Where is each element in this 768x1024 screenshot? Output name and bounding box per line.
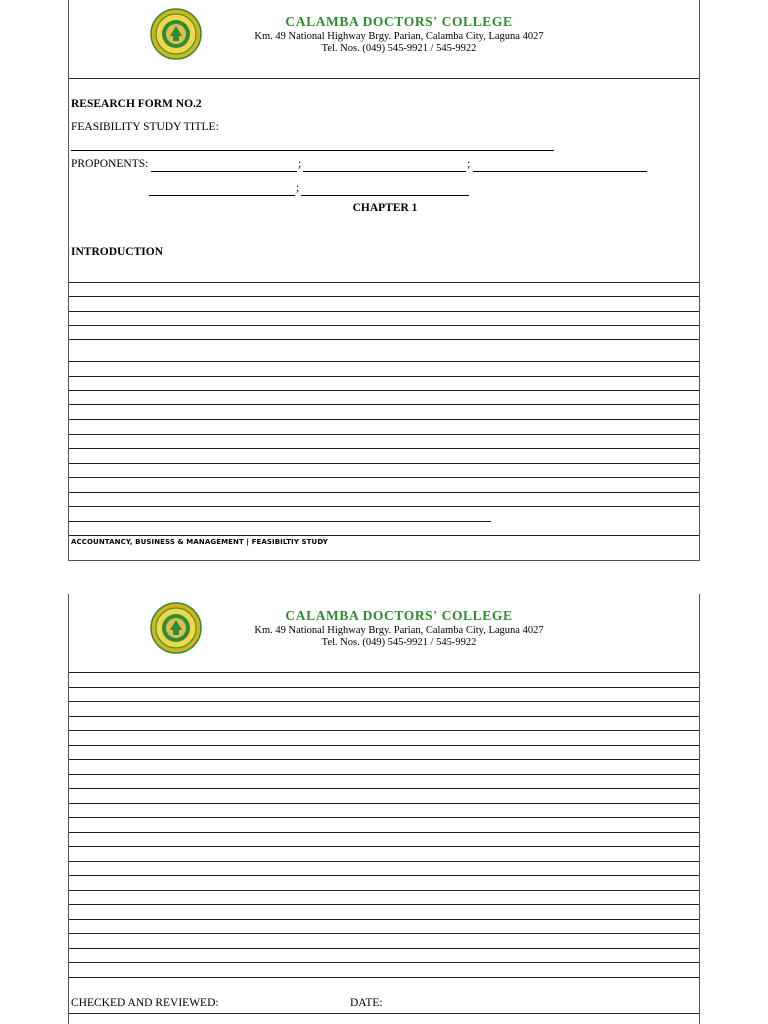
writing-line[interactable] xyxy=(69,962,699,963)
writing-line[interactable] xyxy=(69,948,699,949)
bottom-rule xyxy=(69,1013,699,1014)
chapter-heading: CHAPTER 1 xyxy=(352,202,418,214)
writing-line[interactable] xyxy=(69,506,699,507)
writing-line[interactable] xyxy=(69,535,699,536)
writing-line[interactable] xyxy=(69,890,699,891)
writing-line[interactable] xyxy=(69,861,699,862)
study-title-field[interactable] xyxy=(71,150,554,151)
writing-line[interactable] xyxy=(69,492,699,493)
writing-line[interactable] xyxy=(69,339,699,340)
writing-line[interactable] xyxy=(69,788,699,789)
writing-line[interactable] xyxy=(69,716,699,717)
writing-line[interactable] xyxy=(69,463,699,464)
proponent-2-field[interactable] xyxy=(303,171,466,172)
form-number: RESEARCH FORM NO.2 xyxy=(71,98,202,110)
writing-line[interactable] xyxy=(69,282,699,283)
proponents-label: PROPONENTS: xyxy=(71,158,149,170)
separator: ; xyxy=(296,182,300,194)
writing-line[interactable] xyxy=(69,521,491,522)
writing-line[interactable] xyxy=(69,904,699,905)
college-address: Km. 49 National Highway Brgy. Parian, Calamba City, Laguna 4027 xyxy=(254,31,544,42)
college-name: CALAMBA DOCTORS' COLLEGE xyxy=(285,14,513,29)
page-footer: ACCOUNTANCY, BUSINESS & MANAGEMENT | FEASIBILTIY STUDY xyxy=(71,538,328,546)
writing-line[interactable] xyxy=(69,759,699,760)
writing-line[interactable] xyxy=(69,448,699,449)
proponent-1-field[interactable] xyxy=(151,171,297,172)
writing-line[interactable] xyxy=(69,687,699,688)
writing-line[interactable] xyxy=(69,730,699,731)
writing-line[interactable] xyxy=(69,434,699,435)
writing-line[interactable] xyxy=(69,745,699,746)
college-name: CALAMBA DOCTORS' COLLEGE xyxy=(285,608,513,623)
letterhead xyxy=(69,0,699,80)
form-page-1 xyxy=(68,0,700,561)
separator: ; xyxy=(467,158,471,170)
writing-line[interactable] xyxy=(69,774,699,775)
proponent-4-field[interactable] xyxy=(149,195,295,196)
writing-line[interactable] xyxy=(69,419,699,420)
proponent-3-field[interactable] xyxy=(473,171,647,172)
writing-line[interactable] xyxy=(69,875,699,876)
writing-line[interactable] xyxy=(69,846,699,847)
college-telephone: Tel. Nos. (049) 545-9921 / 545-9922 xyxy=(321,637,477,648)
writing-line[interactable] xyxy=(69,933,699,934)
separator: ; xyxy=(298,158,302,170)
writing-line[interactable] xyxy=(69,832,699,833)
writing-line[interactable] xyxy=(69,376,699,377)
writing-line[interactable] xyxy=(69,817,699,818)
college-seal-icon xyxy=(150,602,202,654)
college-address: Km. 49 National Highway Brgy. Parian, Calamba City, Laguna 4027 xyxy=(254,625,544,636)
writing-line[interactable] xyxy=(69,311,699,312)
college-seal-icon xyxy=(150,8,202,60)
proponent-5-field[interactable] xyxy=(301,195,469,196)
header-divider xyxy=(69,78,699,79)
writing-line[interactable] xyxy=(69,919,699,920)
date-label: DATE: xyxy=(350,997,383,1009)
form-page-2 xyxy=(68,594,700,1024)
letterhead xyxy=(69,594,699,674)
study-title-label: FEASIBILITY STUDY TITLE: xyxy=(71,121,219,133)
writing-line[interactable] xyxy=(69,325,699,326)
writing-line[interactable] xyxy=(69,803,699,804)
checked-reviewed-label: CHECKED AND REVIEWED: xyxy=(71,997,219,1009)
writing-line[interactable] xyxy=(69,701,699,702)
college-telephone: Tel. Nos. (049) 545-9921 / 545-9922 xyxy=(321,43,477,54)
writing-line[interactable] xyxy=(69,404,699,405)
writing-line[interactable] xyxy=(69,477,699,478)
writing-line[interactable] xyxy=(69,361,699,362)
writing-line[interactable] xyxy=(69,977,699,978)
writing-line[interactable] xyxy=(69,390,699,391)
section-heading: INTRODUCTION xyxy=(71,246,164,258)
writing-line[interactable] xyxy=(69,296,699,297)
writing-line[interactable] xyxy=(69,672,699,673)
